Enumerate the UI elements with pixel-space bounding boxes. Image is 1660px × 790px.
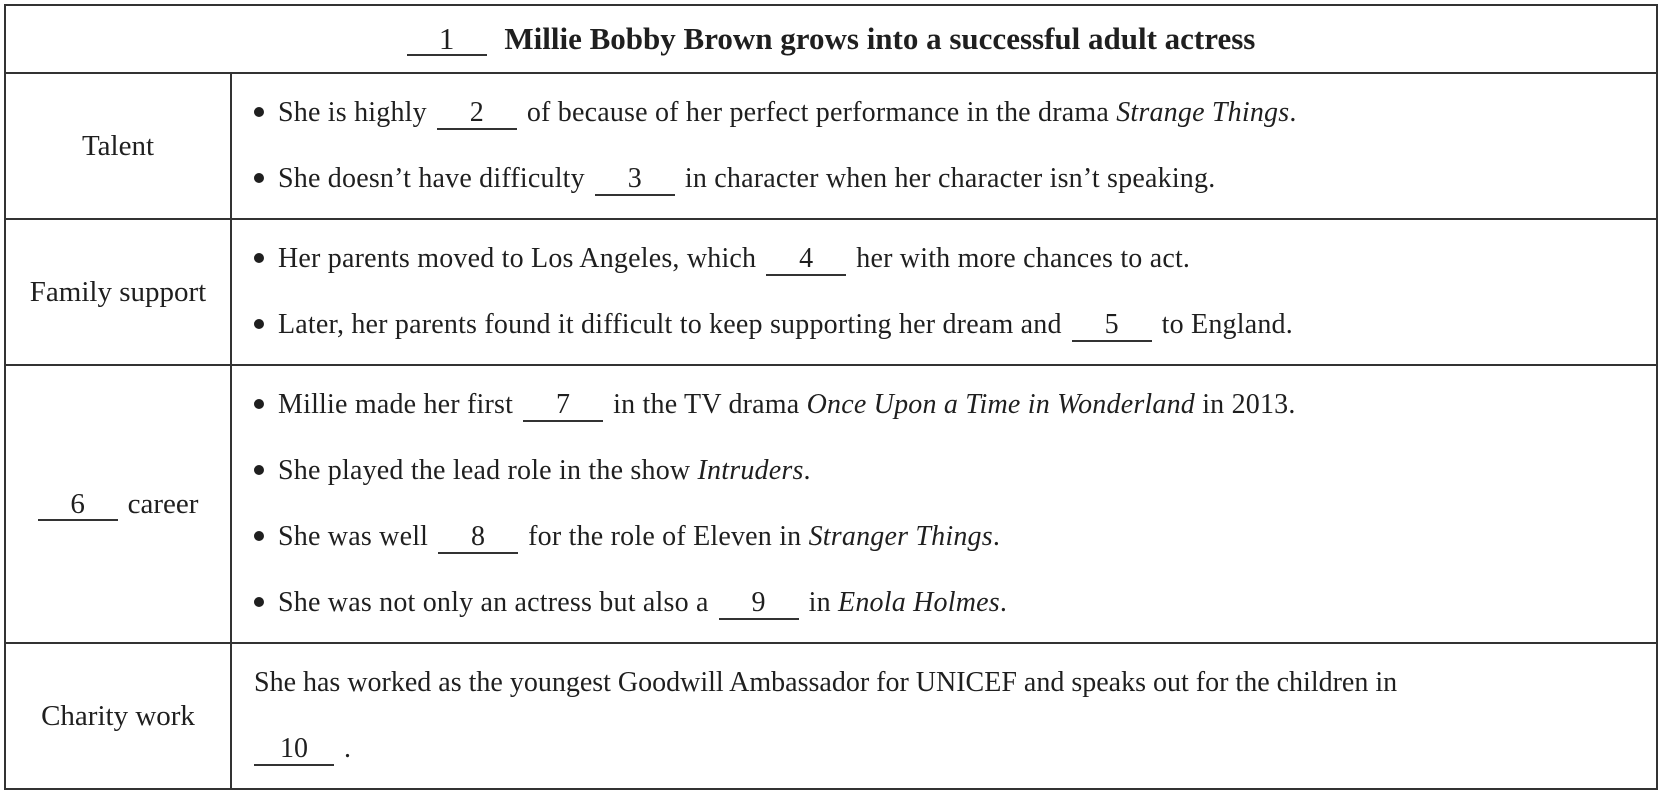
item-text: She doesn’t have difficulty xyxy=(278,163,585,194)
item-text: in xyxy=(808,587,831,618)
career-content xyxy=(231,365,1657,643)
list-item xyxy=(254,504,1656,570)
bullet-icon xyxy=(254,597,264,607)
drama-title: Strange Things xyxy=(1116,97,1290,128)
family-list xyxy=(254,226,1656,358)
bullet-icon xyxy=(254,399,264,409)
item-text: She is highly xyxy=(278,97,427,128)
blank-6: 6 xyxy=(38,489,118,521)
bullet-icon xyxy=(254,531,264,541)
item-end: in 2013. xyxy=(1202,389,1296,420)
blank-3: 3 xyxy=(595,164,675,196)
table-title xyxy=(407,21,1256,56)
item-text: to England. xyxy=(1161,309,1293,340)
list-item xyxy=(254,226,1656,292)
item-text: She played the lead role in the show xyxy=(278,455,691,486)
bullet-icon xyxy=(254,173,264,183)
show-title: Stranger Things xyxy=(808,521,993,552)
item-text: for the role of Eleven in xyxy=(528,521,802,552)
blank-5: 5 xyxy=(1072,310,1152,342)
worksheet-table xyxy=(4,4,1658,790)
charity-content xyxy=(231,643,1657,789)
list-item xyxy=(254,372,1656,438)
charity-text: She has worked as the youngest Goodwill Ambassador for UNICEF and speaks out for the children in xyxy=(254,667,1398,698)
list-item xyxy=(254,80,1656,146)
talent-content xyxy=(231,73,1657,219)
item-end: . xyxy=(999,587,1008,618)
item-text: Millie made her first xyxy=(278,389,514,420)
blank-8: 8 xyxy=(438,522,518,554)
family-row xyxy=(5,219,1657,365)
career-label-text: career xyxy=(127,487,199,520)
list-item xyxy=(254,292,1656,358)
item-text: She was not only an actress but also a xyxy=(278,587,709,618)
item-end: . xyxy=(803,455,811,486)
blank-7: 7 xyxy=(523,390,603,422)
item-text: Her parents moved to Los Angeles, which xyxy=(278,243,757,274)
blank-9: 9 xyxy=(719,588,799,620)
talent-label: Talent xyxy=(5,73,231,219)
talent-row xyxy=(5,73,1657,219)
bullet-icon xyxy=(254,465,264,475)
career-row xyxy=(5,365,1657,643)
item-text: Later, her parents found it difficult to keep supporting her dream and xyxy=(278,309,1062,340)
family-content xyxy=(231,219,1657,365)
bullet-icon xyxy=(254,319,264,329)
family-label: Family support xyxy=(5,219,231,365)
blank-1: 1 xyxy=(407,24,487,56)
blank-4: 4 xyxy=(766,244,846,276)
list-item xyxy=(254,438,1656,504)
list-item xyxy=(254,570,1656,636)
item-text: of because of her perfect performance in the drama xyxy=(526,97,1109,128)
drama-title: Once Upon a Time in Wonderland xyxy=(806,389,1195,420)
bullet-icon xyxy=(254,253,264,263)
blank-2: 2 xyxy=(437,98,517,130)
item-text: her with more chances to act. xyxy=(856,243,1191,274)
title-text: Millie Bobby Brown grows into a successful adult actress xyxy=(504,21,1256,56)
list-item xyxy=(254,146,1656,212)
film-title: Enola Holmes xyxy=(838,587,1000,618)
item-text: She was well xyxy=(278,521,429,552)
charity-label: Charity work xyxy=(5,643,231,789)
item-end: . xyxy=(992,521,1001,552)
blank-10: 10 xyxy=(254,734,334,766)
charity-row xyxy=(5,643,1657,789)
bullet-icon xyxy=(254,107,264,117)
talent-list xyxy=(254,80,1656,212)
career-list xyxy=(254,372,1656,636)
career-label xyxy=(5,365,231,643)
title-cell xyxy=(5,5,1657,73)
title-row xyxy=(5,5,1657,73)
show-title: Intruders xyxy=(697,455,804,486)
charity-end: . xyxy=(344,733,351,764)
item-text: in the TV drama xyxy=(613,389,800,420)
item-end: . xyxy=(1289,97,1297,128)
item-text: in character when her character isn’t speaking. xyxy=(684,163,1216,194)
